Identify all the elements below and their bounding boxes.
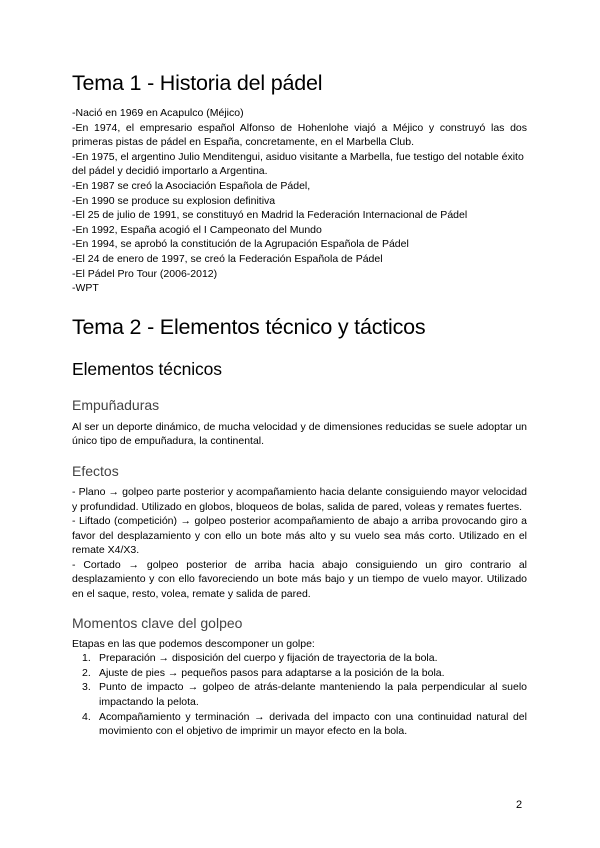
step-item xyxy=(72,680,527,709)
history-line: -El 25 de julio de 1991, se constituyó en Madrid la Federación Internacional de Pádel xyxy=(72,209,468,222)
step-text: Punto de impacto → golpeo de atrás-delante manteniendo la pala perpendicular al suelo impactando la pelota. xyxy=(99,681,527,709)
history-line: -En 1994, se aprobó la constitución de la Agrupación Española de Pádel xyxy=(72,238,409,251)
momentos-steps xyxy=(72,651,527,739)
empunaduras-text: Al ser un deporte dinámico, de mucha velocidad y de dimensiones reducidas se suele adoptar un único tipo de empuñadura, la continental. xyxy=(72,420,527,448)
efecto-item: - Liftado (competición) → golpeo posterior acompañamiento de abajo a arriba provocando giro a favor del desplazamiento y con ello un bote más alto y su vuelo sea más corto. Utilizado en el remate X4/X3. xyxy=(72,515,527,557)
history-line: -En 1992, España acogió el I Campeonato del Mundo xyxy=(72,223,322,236)
history-line: -En 1975, el argentino Julio Menditengui, asiduo visitante a Marbella, fue testigo del notable éxito del pádel y decidió importarlo a Argentina. xyxy=(72,150,524,178)
efecto-item: - Cortado → golpeo posterior de arriba hacia abajo consiguiendo un giro contrario al desplazamiento y con ello favoreciendo un bote más bajo y un tiempo de vuelo mayor. Utilizado en el saque, resto, volea, remate y salida de pared. xyxy=(72,558,527,601)
step-item xyxy=(72,651,527,666)
history-line: -En 1987 se creó la Asociación Española de Pádel, xyxy=(72,179,311,192)
step-item xyxy=(72,710,527,739)
tema1-history-list xyxy=(72,106,527,296)
step-number: 1. xyxy=(82,652,91,665)
history-line: -Nació en 1969 en Acapulco (Méjico) xyxy=(72,107,244,119)
empunaduras-heading: Empuñaduras xyxy=(72,396,160,413)
tema2-title: Tema 2 - Elementos técnico y tácticos xyxy=(72,314,426,339)
step-item xyxy=(72,666,527,681)
step-number: 3. xyxy=(82,681,91,694)
history-line: -El Pádel Pro Tour (2006-2012) xyxy=(72,267,218,280)
history-line: -WPT xyxy=(72,282,99,295)
step-number: 4. xyxy=(82,710,91,723)
momentos-intro: Etapas en las que podemos descomponer un golpe: xyxy=(72,637,315,650)
step-text: Ajuste de pies → pequeños pasos para adaptarse a la posición de la bola. xyxy=(99,666,445,679)
page-number: 2 xyxy=(516,799,523,811)
step-text: Acompañamiento y terminación → derivada del impacto con una continuidad natural del movimiento con el objetivo de imprimir un mayor efecto en la bola. xyxy=(99,710,527,738)
history-line: -En 1974, el empresario español Alfonso de Hohenlohe viajó a Méjico y construyó las dos primeras pistas de pádel en España, concretamente, en el Marbella Club. xyxy=(72,121,527,149)
efectos-list xyxy=(72,485,527,602)
efectos-heading: Efectos xyxy=(72,462,119,479)
tema2-subtitle: Elementos técnicos xyxy=(72,358,222,379)
page-content xyxy=(72,70,527,739)
tema1-title: Tema 1 - Historia del pádel xyxy=(72,71,323,95)
history-line: -El 24 de enero de 1997, se creó la Federación Española de Pádel xyxy=(72,252,383,265)
efecto-item: - Plano → golpeo parte posterior y acompañamiento hacia delante consiguiendo mayor velocidad y profundidad. Utilizado en globos, bloqueos de bolas, salida de pared, voleas y remates fuertes. xyxy=(72,485,527,513)
momentos-heading: Momentos clave del golpeo xyxy=(72,614,243,631)
step-number: 2. xyxy=(82,666,91,679)
step-text: Preparación → disposición del cuerpo y fijación de trayectoria de la bola. xyxy=(99,652,438,665)
history-line: -En 1990 se produce su explosion definitiva xyxy=(72,194,276,207)
